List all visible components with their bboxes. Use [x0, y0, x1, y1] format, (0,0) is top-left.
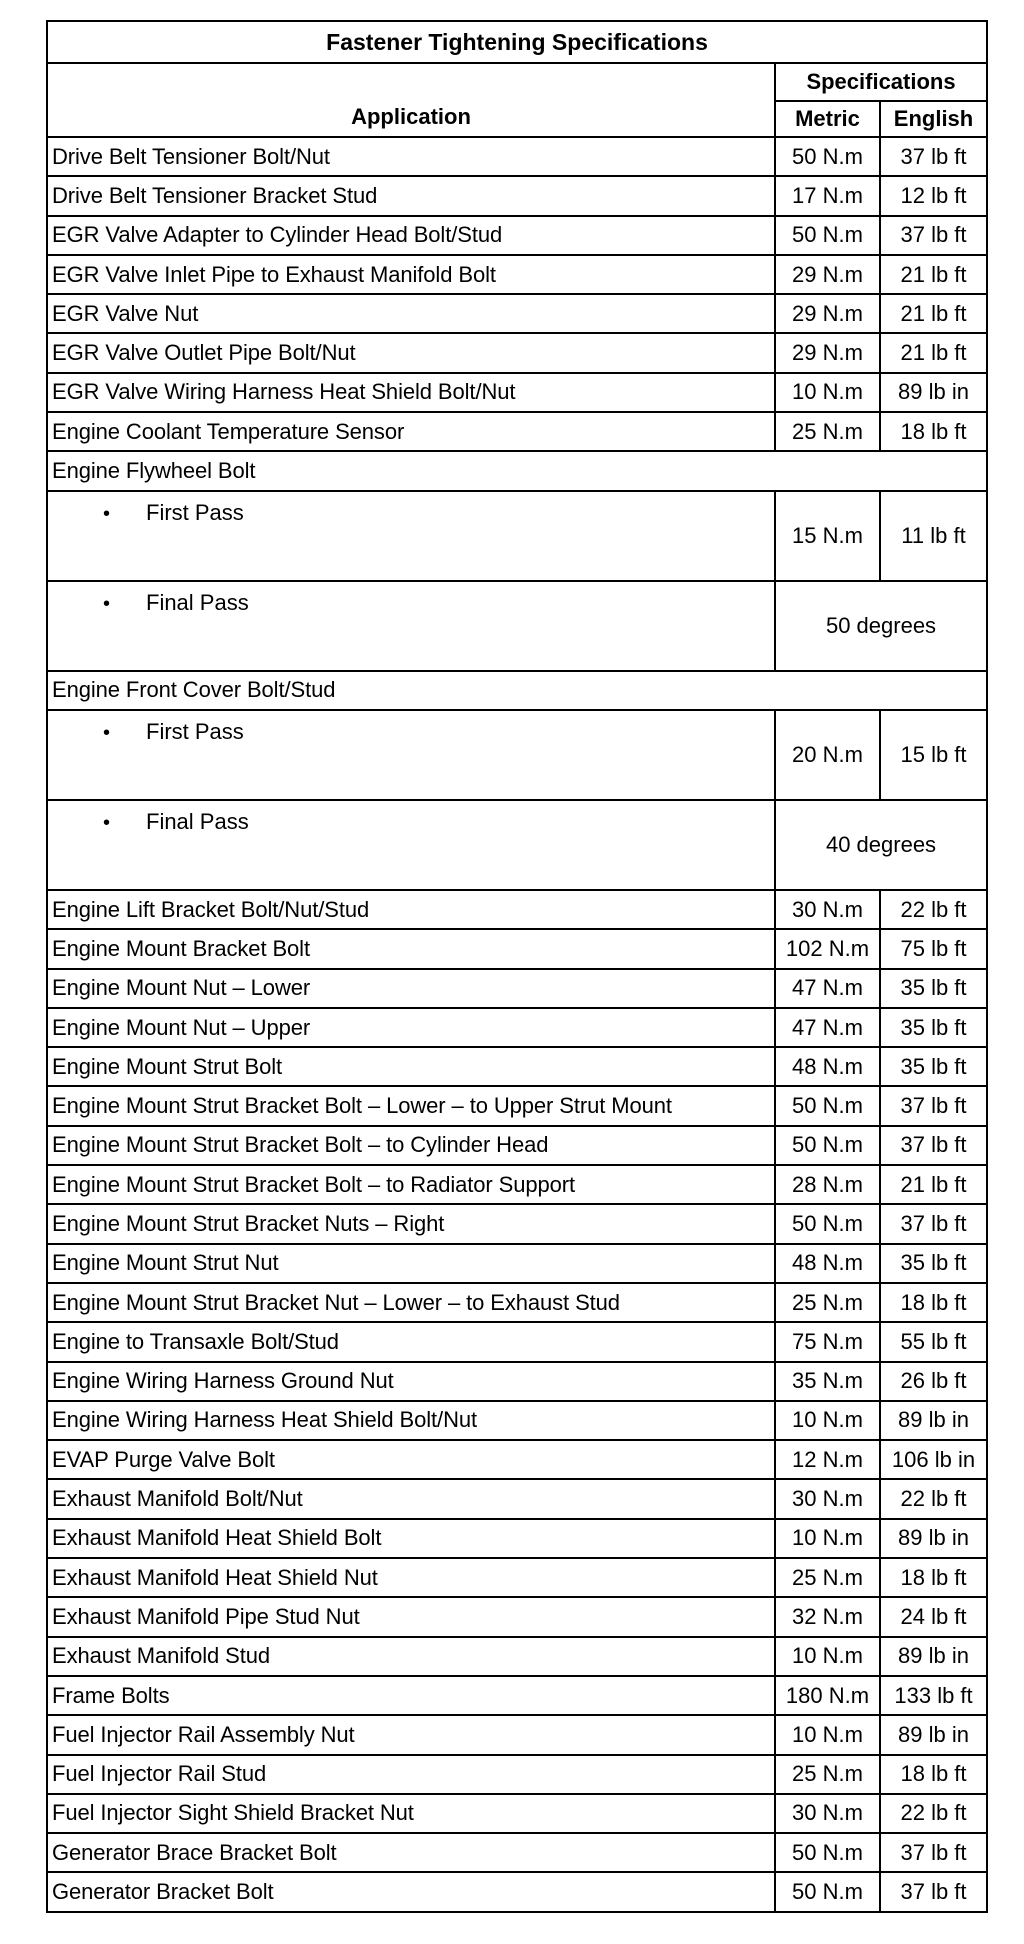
table-row: [47, 216, 987, 255]
application-cell: EGR Valve Nut: [47, 294, 775, 333]
application-cell: Engine Wiring Harness Heat Shield Bolt/Nut: [47, 1401, 775, 1440]
application-cell: EGR Valve Adapter to Cylinder Head Bolt/Stud: [47, 216, 775, 255]
table-row: [47, 1204, 987, 1243]
sub-step-label: First Pass: [146, 718, 244, 744]
application-cell: Engine Mount Strut Bracket Bolt – to Cylinder Head: [47, 1126, 775, 1165]
application-cell: Engine Mount Strut Bolt: [47, 1047, 775, 1086]
table-row: [47, 929, 987, 968]
metric-cell: 28 N.m: [775, 1165, 880, 1204]
sub-step-cell: [47, 710, 775, 800]
sub-step-row: [47, 581, 987, 671]
english-cell: 22 lb ft: [880, 1794, 987, 1833]
application-cell: Engine Coolant Temperature Sensor: [47, 412, 775, 451]
sub-step-cell: [47, 581, 775, 671]
english-cell: 37 lb ft: [880, 1204, 987, 1243]
table-row: [47, 255, 987, 294]
application-cell: EGR Valve Wiring Harness Heat Shield Bolt/Nut: [47, 373, 775, 412]
english-cell: 24 lb ft: [880, 1597, 987, 1636]
english-cell: 35 lb ft: [880, 1244, 987, 1283]
application-cell: Drive Belt Tensioner Bracket Stud: [47, 176, 775, 215]
english-cell: 75 lb ft: [880, 929, 987, 968]
metric-cell: 10 N.m: [775, 1637, 880, 1676]
table-row: [47, 1597, 987, 1636]
application-cell: Engine Mount Nut – Lower: [47, 969, 775, 1008]
metric-cell: 47 N.m: [775, 969, 880, 1008]
english-cell: 37 lb ft: [880, 1086, 987, 1125]
application-cell: Engine Mount Strut Bracket Nut – Lower – to Exhaust Stud: [47, 1283, 775, 1322]
table-row: [47, 1165, 987, 1204]
sub-step-label: First Pass: [146, 499, 244, 525]
application-header: Application: [47, 63, 775, 137]
metric-cell: 30 N.m: [775, 1479, 880, 1518]
table-row: [47, 1755, 987, 1794]
table-row: [47, 1676, 987, 1715]
group-heading-row: [47, 671, 987, 710]
application-cell: Fuel Injector Sight Shield Bracket Nut: [47, 1794, 775, 1833]
metric-header: Metric: [775, 101, 880, 137]
application-cell: Engine to Transaxle Bolt/Stud: [47, 1322, 775, 1361]
english-cell: 37 lb ft: [880, 216, 987, 255]
table-row: [47, 1715, 987, 1754]
english-cell: 133 lb ft: [880, 1676, 987, 1715]
english-cell: 18 lb ft: [880, 1283, 987, 1322]
table-row: [47, 1008, 987, 1047]
table-title: Fastener Tightening Specifications: [47, 21, 987, 63]
application-cell: Drive Belt Tensioner Bolt/Nut: [47, 137, 775, 176]
english-cell: 89 lb in: [880, 1401, 987, 1440]
sub-step-cell: [47, 800, 775, 890]
metric-cell: 75 N.m: [775, 1322, 880, 1361]
english-cell: 37 lb ft: [880, 1126, 987, 1165]
application-cell: Engine Mount Strut Bracket Nuts – Right: [47, 1204, 775, 1243]
metric-cell: 50 N.m: [775, 1872, 880, 1911]
table-row: [47, 969, 987, 1008]
english-cell: 26 lb ft: [880, 1362, 987, 1401]
english-cell: 11 lb ft: [880, 491, 987, 581]
application-cell: Engine Wiring Harness Ground Nut: [47, 1362, 775, 1401]
metric-cell: 32 N.m: [775, 1597, 880, 1636]
sub-step-row: [47, 800, 987, 890]
table-row: [47, 1322, 987, 1361]
english-header: English: [880, 101, 987, 137]
sub-step-label: Final Pass: [146, 808, 249, 834]
metric-cell: 29 N.m: [775, 294, 880, 333]
application-cell: Engine Mount Nut – Upper: [47, 1008, 775, 1047]
application-cell: Engine Lift Bracket Bolt/Nut/Stud: [47, 890, 775, 929]
application-cell: Generator Brace Bracket Bolt: [47, 1833, 775, 1872]
metric-cell: 20 N.m: [775, 710, 880, 800]
metric-cell: 10 N.m: [775, 1401, 880, 1440]
metric-cell: 50 N.m: [775, 1833, 880, 1872]
metric-cell: 29 N.m: [775, 255, 880, 294]
metric-cell: 15 N.m: [775, 491, 880, 581]
table-row: [47, 1244, 987, 1283]
english-cell: 22 lb ft: [880, 1479, 987, 1518]
application-cell: Exhaust Manifold Heat Shield Bolt: [47, 1519, 775, 1558]
table-row: [47, 1440, 987, 1479]
english-cell: 22 lb ft: [880, 890, 987, 929]
bullet-icon: •: [102, 502, 110, 525]
application-cell: Fuel Injector Rail Assembly Nut: [47, 1715, 775, 1754]
metric-cell: 25 N.m: [775, 412, 880, 451]
metric-cell: 48 N.m: [775, 1244, 880, 1283]
application-cell: Generator Bracket Bolt: [47, 1872, 775, 1911]
spec-table-body: [47, 137, 987, 1912]
metric-cell: 50 N.m: [775, 1204, 880, 1243]
angle-value-cell: 40 degrees: [775, 800, 987, 890]
application-cell: Fuel Injector Rail Stud: [47, 1755, 775, 1794]
application-cell: Frame Bolts: [47, 1676, 775, 1715]
metric-cell: 25 N.m: [775, 1283, 880, 1322]
metric-cell: 48 N.m: [775, 1047, 880, 1086]
english-cell: 18 lb ft: [880, 1755, 987, 1794]
table-row: [47, 373, 987, 412]
application-cell: Engine Mount Strut Bracket Bolt – to Radiator Support: [47, 1165, 775, 1204]
english-cell: 35 lb ft: [880, 1047, 987, 1086]
application-cell: EGR Valve Outlet Pipe Bolt/Nut: [47, 333, 775, 372]
application-cell: EGR Valve Inlet Pipe to Exhaust Manifold Bolt: [47, 255, 775, 294]
metric-cell: 102 N.m: [775, 929, 880, 968]
english-cell: 55 lb ft: [880, 1322, 987, 1361]
table-row: [47, 1794, 987, 1833]
bullet-icon: •: [102, 592, 110, 615]
english-cell: 12 lb ft: [880, 176, 987, 215]
table-row: [47, 1086, 987, 1125]
table-row: [47, 1637, 987, 1676]
application-cell: Engine Mount Bracket Bolt: [47, 929, 775, 968]
table-row: [47, 1362, 987, 1401]
metric-cell: 10 N.m: [775, 373, 880, 412]
metric-cell: 12 N.m: [775, 1440, 880, 1479]
table-row: [47, 1558, 987, 1597]
table-row: [47, 137, 987, 176]
english-cell: 106 lb in: [880, 1440, 987, 1479]
table-row: [47, 1519, 987, 1558]
metric-cell: 25 N.m: [775, 1755, 880, 1794]
application-cell: EVAP Purge Valve Bolt: [47, 1440, 775, 1479]
table-row: [47, 294, 987, 333]
metric-cell: 10 N.m: [775, 1519, 880, 1558]
english-cell: 21 lb ft: [880, 1165, 987, 1204]
table-row: [47, 1401, 987, 1440]
metric-cell: 25 N.m: [775, 1558, 880, 1597]
metric-cell: 50 N.m: [775, 216, 880, 255]
metric-cell: 180 N.m: [775, 1676, 880, 1715]
fastener-spec-table: [46, 20, 988, 1913]
table-row: [47, 1479, 987, 1518]
table-row: [47, 412, 987, 451]
table-row: [47, 176, 987, 215]
application-cell: Exhaust Manifold Heat Shield Nut: [47, 1558, 775, 1597]
english-cell: 18 lb ft: [880, 1558, 987, 1597]
sub-step-row: [47, 491, 987, 581]
english-cell: 89 lb in: [880, 373, 987, 412]
application-cell: Exhaust Manifold Stud: [47, 1637, 775, 1676]
group-heading-row: [47, 451, 987, 490]
metric-cell: 29 N.m: [775, 333, 880, 372]
metric-cell: 17 N.m: [775, 176, 880, 215]
application-cell: Exhaust Manifold Bolt/Nut: [47, 1479, 775, 1518]
specifications-header: Specifications: [775, 63, 987, 101]
metric-cell: 50 N.m: [775, 137, 880, 176]
table-row: [47, 1283, 987, 1322]
english-cell: 21 lb ft: [880, 255, 987, 294]
metric-cell: 47 N.m: [775, 1008, 880, 1047]
application-cell: Engine Mount Strut Bracket Bolt – Lower – to Upper Strut Mount: [47, 1086, 775, 1125]
metric-cell: 50 N.m: [775, 1086, 880, 1125]
sub-step-row: [47, 710, 987, 800]
bullet-icon: •: [102, 811, 110, 834]
english-cell: 89 lb in: [880, 1715, 987, 1754]
group-heading-cell: Engine Flywheel Bolt: [47, 451, 987, 490]
table-row: [47, 890, 987, 929]
english-cell: 37 lb ft: [880, 1833, 987, 1872]
table-row: [47, 333, 987, 372]
english-cell: 21 lb ft: [880, 333, 987, 372]
metric-cell: 35 N.m: [775, 1362, 880, 1401]
table-row: [47, 1047, 987, 1086]
metric-cell: 10 N.m: [775, 1715, 880, 1754]
english-cell: 89 lb in: [880, 1637, 987, 1676]
english-cell: 15 lb ft: [880, 710, 987, 800]
sub-step-label: Final Pass: [146, 589, 249, 615]
metric-cell: 50 N.m: [775, 1126, 880, 1165]
table-row: [47, 1126, 987, 1165]
bullet-icon: •: [102, 721, 110, 744]
english-cell: 35 lb ft: [880, 969, 987, 1008]
english-cell: 89 lb in: [880, 1519, 987, 1558]
table-row: [47, 1872, 987, 1911]
sub-step-cell: [47, 491, 775, 581]
table-row: [47, 1833, 987, 1872]
english-cell: 18 lb ft: [880, 412, 987, 451]
group-heading-cell: Engine Front Cover Bolt/Stud: [47, 671, 987, 710]
angle-value-cell: 50 degrees: [775, 581, 987, 671]
english-cell: 35 lb ft: [880, 1008, 987, 1047]
metric-cell: 30 N.m: [775, 1794, 880, 1833]
application-cell: Engine Mount Strut Nut: [47, 1244, 775, 1283]
application-cell: Exhaust Manifold Pipe Stud Nut: [47, 1597, 775, 1636]
metric-cell: 30 N.m: [775, 890, 880, 929]
english-cell: 37 lb ft: [880, 1872, 987, 1911]
english-cell: 37 lb ft: [880, 137, 987, 176]
english-cell: 21 lb ft: [880, 294, 987, 333]
